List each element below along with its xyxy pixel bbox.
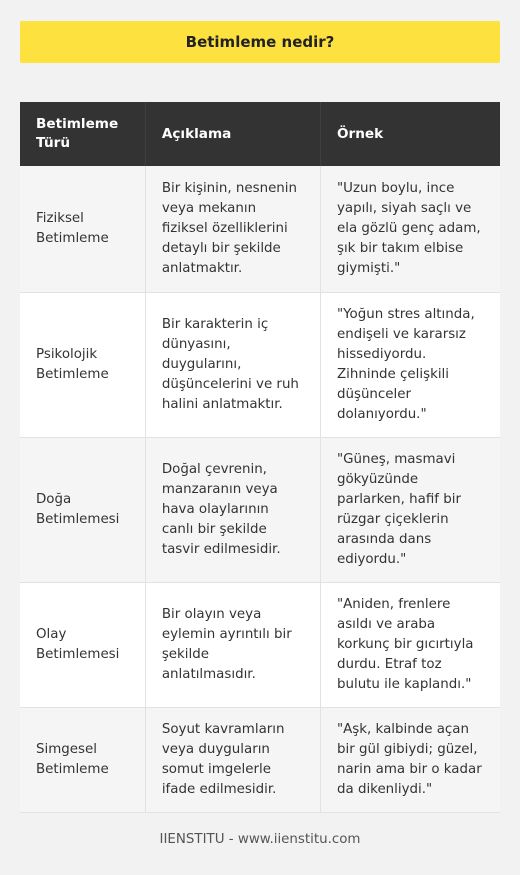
cell-example: "Aşk, kalbinde açan bir gül gibiydi; güzel, narin ama bir o kadar da dikenliydi.": [320, 707, 500, 812]
cell-example: "Aniden, frenlere asıldı ve araba korkunç bir gıcırtıyla durdu. Etraf toz bulutu ile kaplandı.": [320, 582, 500, 707]
header-example: Örnek: [320, 102, 500, 166]
table-row: [20, 707, 500, 812]
cell-type: Psikolojik Betimleme: [20, 292, 145, 437]
table-row: [20, 166, 500, 292]
cell-type: Doğa Betimlemesi: [20, 437, 145, 582]
cell-example: "Güneş, masmavi gökyüzünde parlarken, hafif bir rüzgar çiçeklerin arasında dans ediyordu.": [320, 437, 500, 582]
cell-description: Bir karakterin iç dünyasını, duygularını, düşüncelerini ve ruh halini anlatmaktır.: [145, 292, 320, 437]
cell-description: Soyut kavramların veya duyguların somut imgelerle ifade edilmesidir.: [145, 707, 320, 812]
table-header-row: [20, 102, 500, 166]
cell-type: Simgesel Betimleme: [20, 707, 145, 812]
footer-credit: IIENSTITU - www.iienstitu.com: [159, 832, 361, 847]
cell-type: Fiziksel Betimleme: [20, 166, 145, 292]
cell-description: Doğal çevrenin, manzaranın veya hava olaylarının canlı bir şekilde tasvir edilmesidir.: [145, 437, 320, 582]
cell-type: Olay Betimlemesi: [20, 582, 145, 707]
cell-description: Bir olayın veya eylemin ayrıntılı bir şekilde anlatılmasıdır.: [145, 582, 320, 707]
table-row: [20, 292, 500, 437]
table-row: [20, 582, 500, 707]
header-description: Açıklama: [145, 102, 320, 166]
table-row: [20, 437, 500, 582]
cell-example: "Yoğun stres altında, endişeli ve kararsız hissediyordu. Zihninde çelişkili düşünceler dolanıyordu.": [320, 292, 500, 437]
betimleme-table: [20, 102, 500, 813]
page-title: Betimleme nedir?: [20, 21, 500, 63]
cell-description: Bir kişinin, nesnenin veya mekanın fiziksel özelliklerini detaylı bir şekilde anlatmaktır.: [145, 166, 320, 292]
header-type: Betimleme Türü: [20, 102, 145, 166]
cell-example: "Uzun boylu, ince yapılı, siyah saçlı ve ela gözlü genç adam, şık bir takım elbise giymişti.": [320, 166, 500, 292]
